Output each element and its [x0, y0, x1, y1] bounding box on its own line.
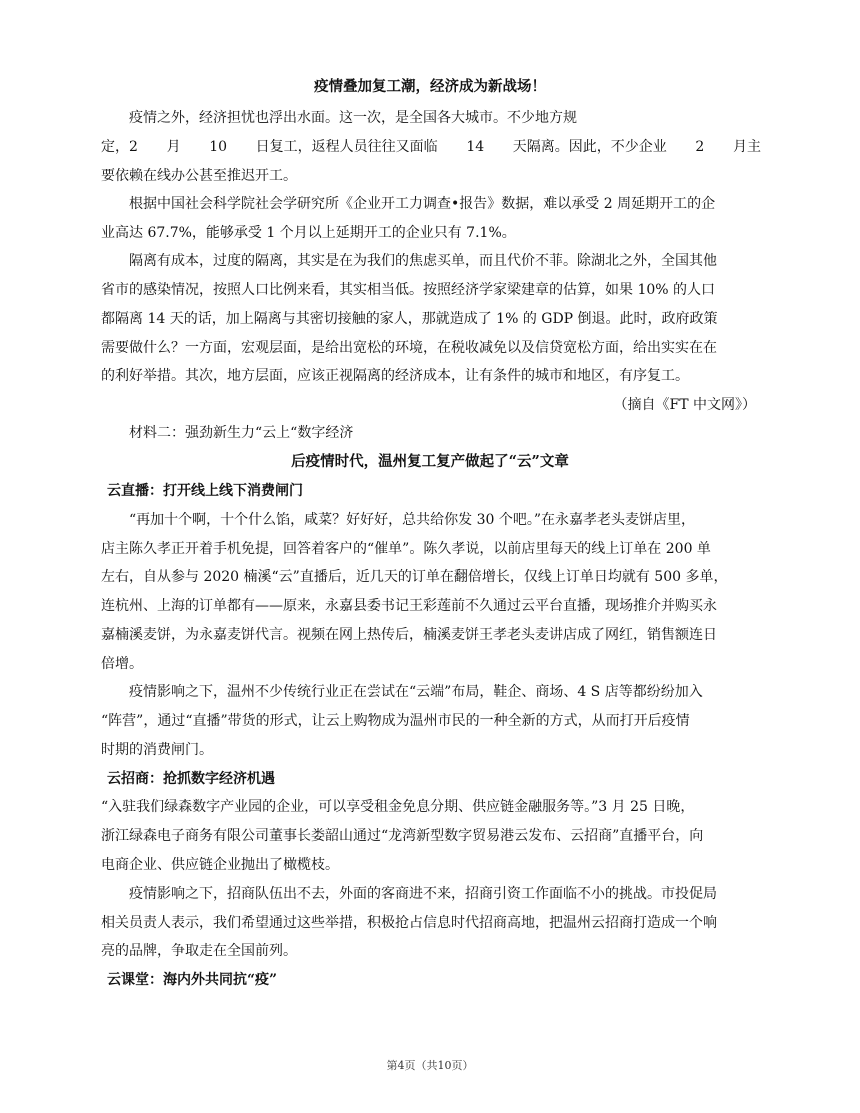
text-segment: 14	[466, 139, 485, 155]
paragraph-line: 店主陈久孝正开着手机免提，回答着客户的“催单”。陈久孝说，以前店里每天的线上订单在 200 单	[101, 541, 711, 557]
justified-line	[101, 137, 761, 157]
section-heading: 云直播：打开线上线下消费闸门	[107, 483, 303, 499]
section-heading: 云课堂：海内外共同抗“疫”	[107, 972, 278, 988]
paragraph-line: 需要做什么？一方面，宏观层面，是给出宽松的环境，在税收减免以及信贷宽松方面，给出实实在在	[101, 340, 717, 356]
paragraph-line: 隔离有成本，过度的隔离，其实是在为我们的焦虑买单，而且代价不菲。除湖北之外，全国其他	[129, 253, 717, 269]
text-segment: 月主	[732, 139, 761, 155]
paragraph-line: 亮的品牌，争取走在全国前列。	[101, 943, 297, 959]
paragraph-line: 浙江绿森电子商务有限公司董事长娄韶山通过“龙湾新型数字贸易港云发布、云招商”直播平台，向	[101, 828, 704, 844]
paragraph-line: 电商企业、供应链企业抛出了橄榄枝。	[101, 857, 339, 873]
paragraph-line: 的利好举措。其次，地方层面，应该正视隔离的经济成本，让有条件的城市和地区，有序复工。	[101, 368, 689, 384]
section-title: 疫情叠加复工潮，经济成为新战场！	[314, 78, 546, 95]
paragraph-line: “再加十个啊，十个什么馅，咸菜？好好好，总共给你发 30 个吧。”在永嘉孝老头麦饼店里，	[129, 512, 696, 528]
text-segment: 2	[695, 139, 705, 155]
paragraph-line: 连杭州、上海的订单都有——原来，永嘉县委书记王彩莲前不久通过云平台直播，现场推介并购买永	[101, 598, 717, 614]
paragraph-line: 省市的感染情况，按照人口比例来看，其实相当低。按照经济学家梁建章的估算，如果 10% 的人口	[101, 282, 716, 298]
text-segment: 定，2	[101, 139, 138, 155]
paragraph-line: “入驻我们绿森数字产业园的企业，可以享受租金免息分期、供应链金融服务等。”3 月 25 日晚，	[101, 799, 695, 815]
paragraph-line: 嘉楠溪麦饼，为永嘉麦饼代言。视频在网上热传后，楠溪麦饼王孝老头麦讲店成了网红，销售额连日	[101, 627, 717, 643]
paragraph-line: 时期的消费闸门。	[101, 742, 213, 758]
paragraph-line: 疫情影响之下，招商队伍出不去，外面的客商进不来，招商引资工作面临不小的挑战。市投促局	[129, 886, 717, 902]
paragraph-line: 都隔离 14 天的话，加上隔离与其密切接触的家人，那就造成了 1% 的 GDP 倒退。此时，政府政策	[101, 311, 718, 327]
text-segment: 日复工，返程人员往往又面临	[255, 139, 438, 155]
text-segment: 天隔离。因此，不少企业	[512, 139, 667, 155]
section-heading: 云招商：抢抓数字经济机遇	[107, 771, 275, 787]
text-segment: 10	[209, 139, 228, 155]
material-label: 材料二：强劲新生力“云上“数字经济	[129, 425, 354, 441]
material-title: 后疫情时代，温州复工复产做起了“云”文章	[291, 453, 569, 470]
page-footer: 第4页（共10页）	[386, 1059, 474, 1072]
source-citation: （摘自《FT 中文网》）	[613, 397, 756, 413]
paragraph-line: 疫情影响之下，温州不少传统行业正在尝试在“云端”布局，鞋企、商场、4 S 店等都纷纷加入	[129, 684, 703, 700]
paragraph-line: 相关员责人表示，我们希望通过这些举措，积极抢占信息时代招商高地，把温州云招商打造成一个响	[101, 915, 717, 931]
paragraph-line: “阵营”，通过“直播”带货的形式，让云上购物成为温州市民的一种全新的方式，从而打开后疫情	[101, 713, 690, 729]
paragraph-line: 左右，自从参与 2020 楠溪“云”直播后，近几天的订单在翻倍增长，仅线上订单日均就有 500 多单，	[101, 569, 728, 585]
paragraph-line: 要依赖在线办公甚至推迟开工。	[101, 168, 297, 184]
paragraph-line: 倍增。	[101, 656, 143, 672]
text-segment: 月	[166, 139, 181, 155]
paragraph-line: 根据中国社会科学院社会学研究所《企业开工力调查•报告》数据，难以承受 2 周延期开工的企	[129, 196, 716, 212]
paragraph-line: 业高达 67.7%，能够承受 1 个月以上延期开工的企业只有 7.1%。	[101, 225, 516, 241]
paragraph-line: 疫情之外，经济担忧也浮出水面。这一次，是全国各大城市。不少地方规	[129, 110, 577, 126]
